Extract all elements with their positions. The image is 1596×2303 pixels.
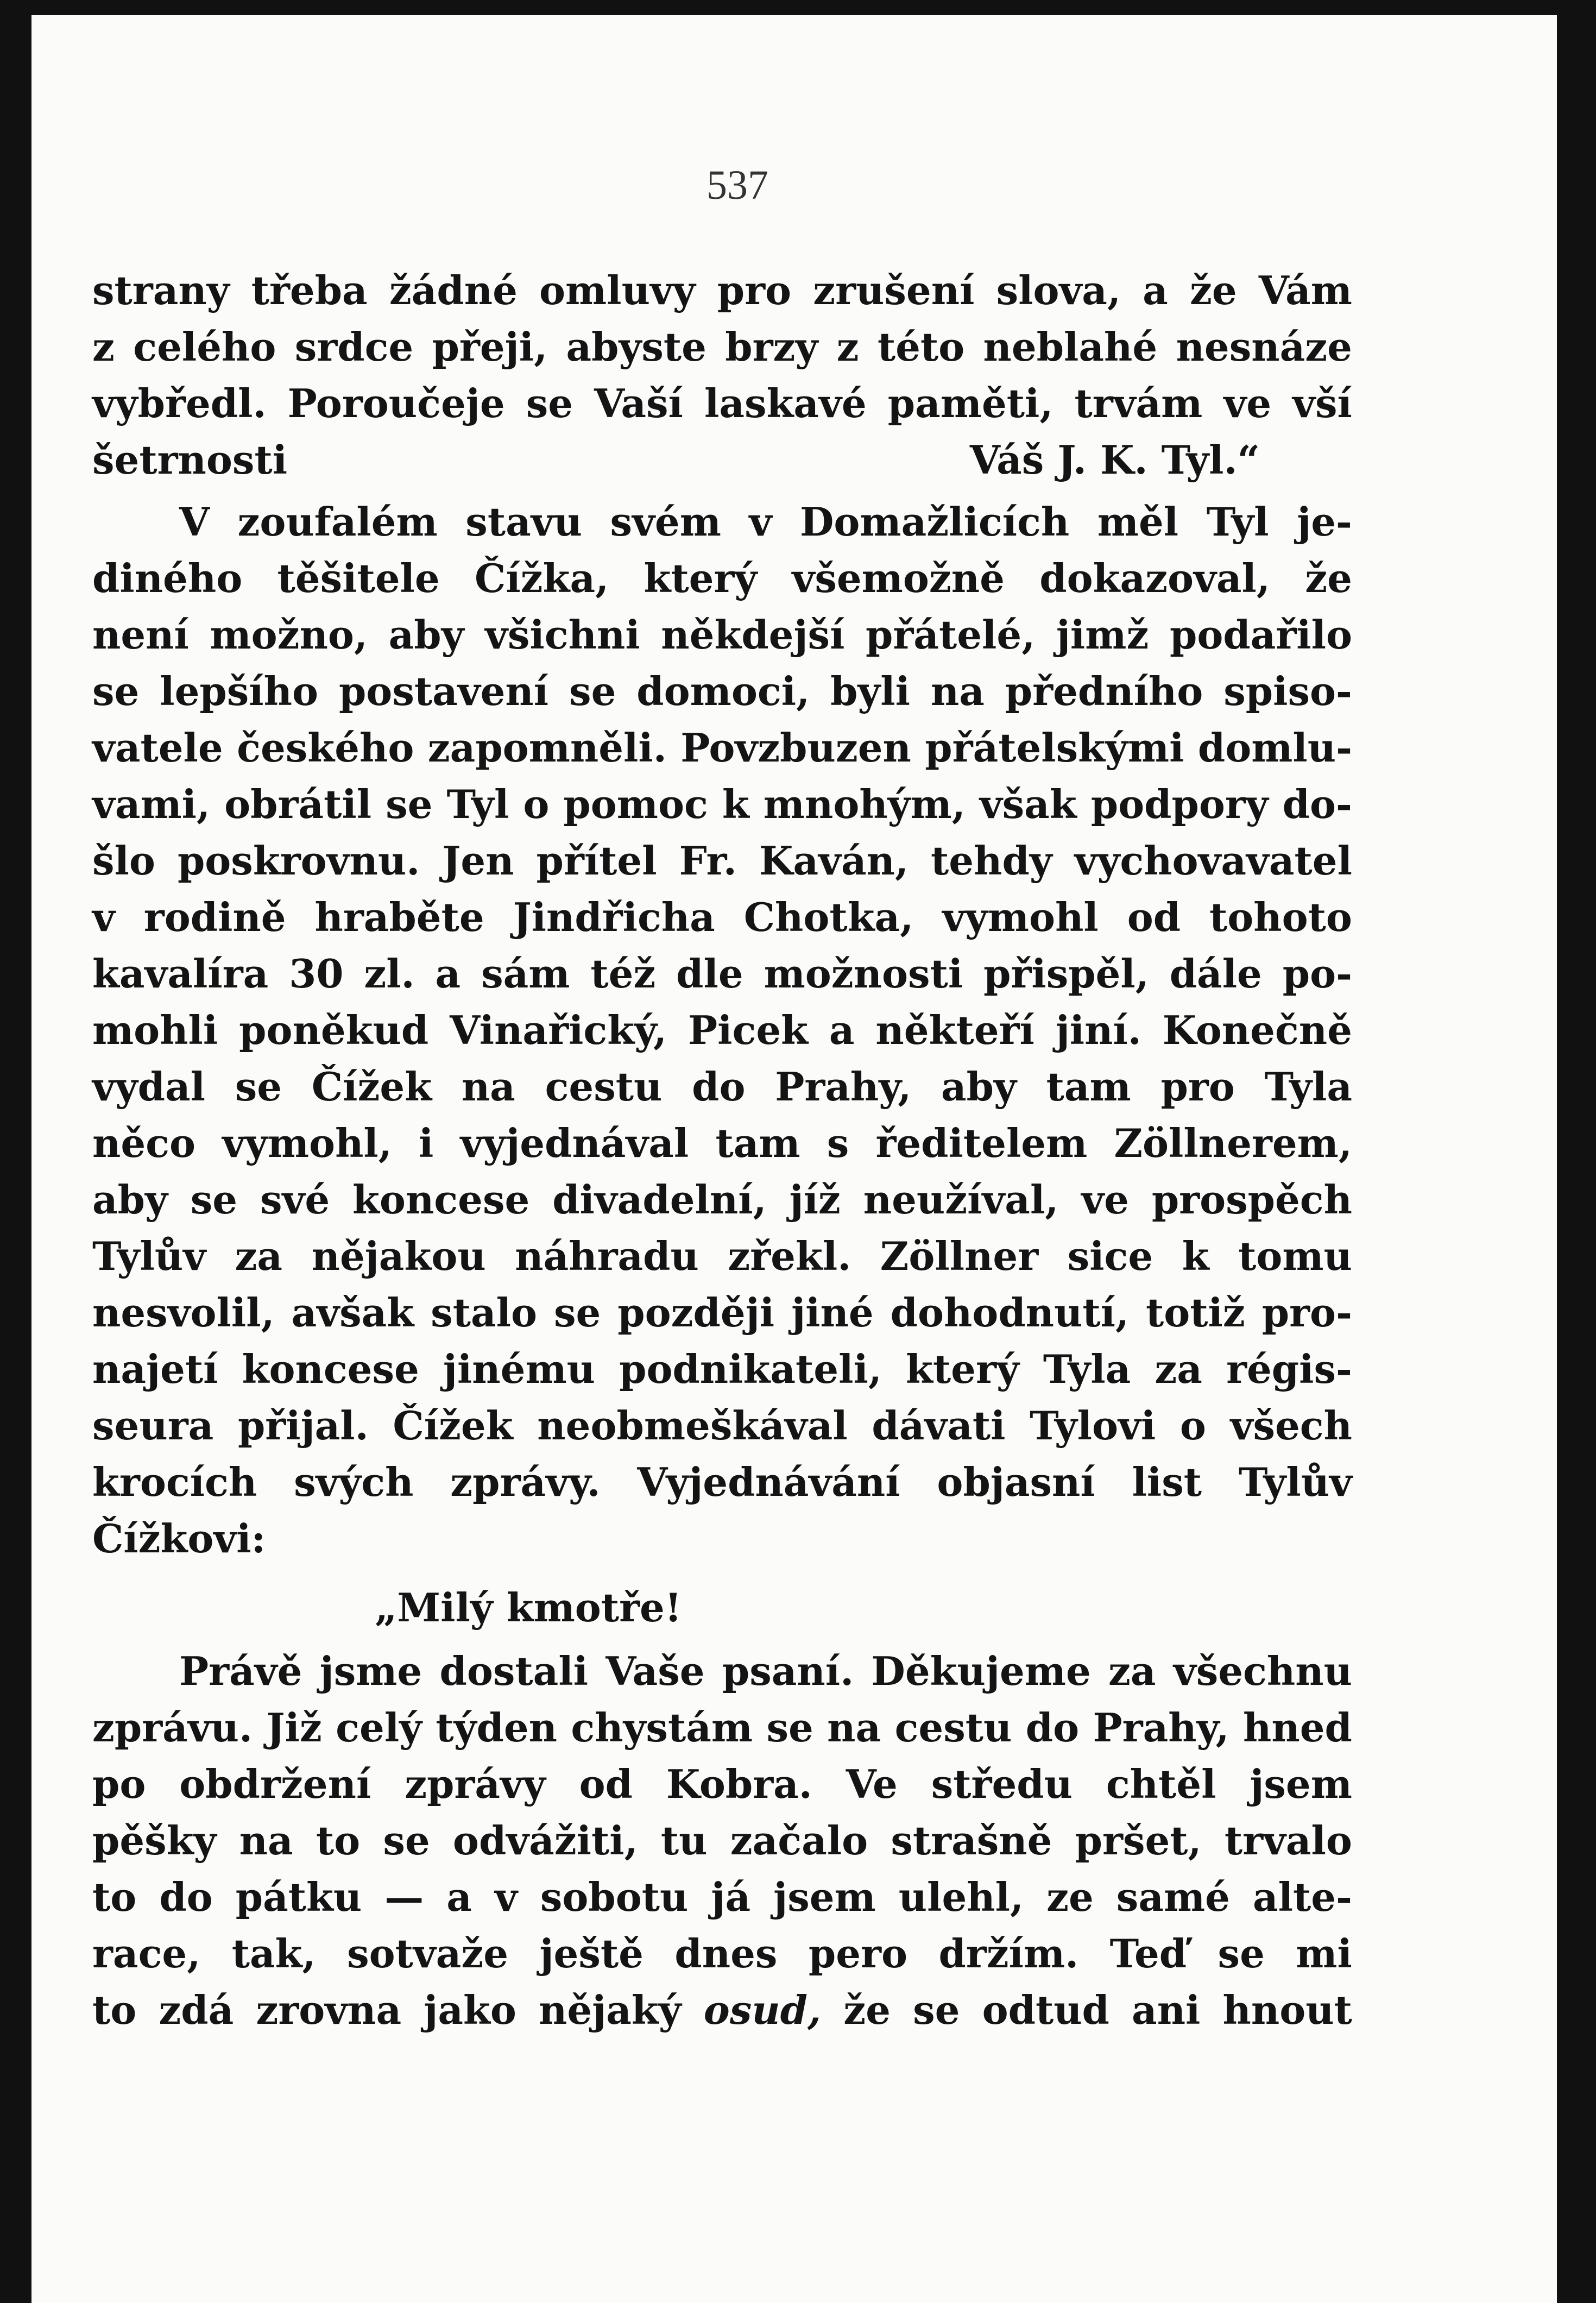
word: domlu- xyxy=(1197,725,1352,771)
word: koncese xyxy=(352,1176,530,1223)
text-line xyxy=(92,494,1352,550)
word: nesnáze xyxy=(1176,324,1352,370)
word: zoufalém xyxy=(237,499,438,545)
word: brzy xyxy=(725,324,818,370)
word: Prahy, xyxy=(1093,1704,1229,1751)
word: Vinařický, xyxy=(450,1007,667,1053)
word: podnikateli, xyxy=(619,1346,882,1392)
word: žádné xyxy=(389,267,518,313)
word: aby xyxy=(388,612,464,658)
text-line xyxy=(92,889,1352,946)
text-line xyxy=(92,1511,1352,1567)
word: chtěl xyxy=(1106,1761,1216,1807)
word: najetí xyxy=(92,1346,218,1392)
word: zrušení xyxy=(813,267,975,313)
word: někteří xyxy=(875,1007,1034,1053)
word: nějaký xyxy=(539,1987,682,2033)
word: tomu xyxy=(1238,1233,1352,1279)
word: přítel xyxy=(536,838,657,884)
word: někdejší xyxy=(661,612,845,658)
word: pěšky xyxy=(92,1817,217,1864)
word: o xyxy=(523,781,550,827)
word: pro- xyxy=(1261,1289,1352,1336)
word: za xyxy=(1155,1346,1202,1392)
word: pomoc xyxy=(563,781,708,827)
word: jsem xyxy=(1250,1761,1352,1807)
word: v xyxy=(749,499,772,545)
word: na xyxy=(930,668,985,714)
letter-salutation xyxy=(92,1572,1352,1643)
word: jsme xyxy=(319,1648,422,1694)
text-line xyxy=(92,1398,1352,1454)
word: přeji, xyxy=(432,324,548,370)
text-line xyxy=(92,1228,1352,1285)
word: — xyxy=(384,1874,424,1920)
word: s xyxy=(827,1120,849,1166)
word: Tyl xyxy=(446,781,509,827)
text-line xyxy=(92,1756,1352,1813)
word: odvážiti, xyxy=(452,1817,638,1864)
word: že xyxy=(1305,555,1352,601)
word: celého xyxy=(133,324,276,370)
word: zprávy. xyxy=(450,1459,601,1505)
word: objasní xyxy=(937,1459,1095,1505)
word: přispěl, xyxy=(983,951,1149,997)
word: všemožně xyxy=(792,555,1005,601)
word: se xyxy=(386,781,433,827)
word: sám xyxy=(481,951,570,997)
letter-signature: Váš J. K. Tyl.“ xyxy=(969,437,1260,483)
word: přátelé, xyxy=(866,612,1036,658)
word: předního xyxy=(1005,668,1203,714)
word: a xyxy=(1143,267,1168,313)
word: Tyla xyxy=(1264,1064,1352,1110)
word: mi xyxy=(1296,1930,1352,1977)
word: nějakou xyxy=(311,1233,486,1279)
word: tu xyxy=(660,1817,708,1864)
word: jíž xyxy=(789,1176,841,1223)
word: začalo xyxy=(730,1817,868,1864)
scan-border-left xyxy=(0,0,31,2303)
text-line xyxy=(92,1454,1352,1511)
word: je- xyxy=(1297,499,1352,545)
word: dle xyxy=(676,951,743,997)
word: omluvy xyxy=(539,267,696,313)
word: jimž xyxy=(1056,612,1149,658)
word: strany xyxy=(92,267,230,313)
word: alte- xyxy=(1253,1874,1352,1920)
word: za xyxy=(1108,1648,1156,1694)
text-line xyxy=(92,1982,1352,2038)
word: poněkud xyxy=(239,1007,429,1053)
word: zrovna xyxy=(256,1987,402,2033)
word: Konečně xyxy=(1162,1007,1352,1053)
word: není xyxy=(92,612,189,658)
word: Prahy, xyxy=(775,1064,912,1110)
word: Tylův xyxy=(92,1233,206,1279)
word: strašně xyxy=(891,1817,1052,1864)
word: stavu xyxy=(465,499,582,545)
word: Jindřicha xyxy=(513,894,715,940)
word: hraběte xyxy=(314,894,484,940)
word: své xyxy=(260,1176,330,1223)
word: trvám xyxy=(1074,380,1203,426)
word: vyjednával xyxy=(460,1120,689,1166)
word: vychovavatel xyxy=(1074,838,1352,884)
word: domoci, xyxy=(636,668,810,714)
word: obrátil xyxy=(224,781,372,827)
word: Zöllnerem, xyxy=(1114,1120,1352,1166)
word: V xyxy=(179,499,210,545)
word: ulehl, xyxy=(898,1874,1024,1920)
text-line xyxy=(92,1172,1352,1228)
text-line xyxy=(92,432,1352,488)
word: něco xyxy=(92,1120,196,1166)
word: měl xyxy=(1097,499,1179,545)
text-line xyxy=(92,1813,1352,1869)
word: na xyxy=(239,1817,293,1864)
text-line xyxy=(92,1059,1352,1115)
word: byli xyxy=(830,668,910,714)
word: neobmeškával xyxy=(537,1402,848,1449)
word: z xyxy=(92,324,115,370)
word: Vaší xyxy=(594,380,683,426)
word: prospěch xyxy=(1151,1176,1352,1223)
word: tam xyxy=(1046,1064,1131,1110)
word: jako xyxy=(424,1987,516,2033)
word: krocích xyxy=(92,1459,257,1505)
scan-border-right xyxy=(1557,0,1596,2303)
word: zl. xyxy=(364,951,415,997)
word: se xyxy=(190,1176,238,1223)
word: později xyxy=(617,1289,775,1336)
word: slova, xyxy=(996,267,1121,313)
word: držím. xyxy=(938,1930,1079,1977)
word: v xyxy=(92,894,115,940)
word: vydal xyxy=(92,1064,206,1110)
word: neužíval, xyxy=(863,1176,1059,1223)
word: koncese xyxy=(242,1346,419,1392)
word: se xyxy=(1217,1930,1265,1977)
word: to xyxy=(92,1874,137,1920)
text-line xyxy=(92,1115,1352,1172)
word: race, xyxy=(92,1930,201,1977)
word: samé xyxy=(1116,1874,1230,1920)
word: který xyxy=(905,1346,1019,1392)
word: o xyxy=(1179,1402,1206,1449)
word: Jen xyxy=(442,838,514,884)
word: ve xyxy=(1081,1176,1129,1223)
word: přátelskými xyxy=(925,725,1184,771)
word: jiní. xyxy=(1055,1007,1141,1053)
text-line xyxy=(92,375,1352,432)
word: to xyxy=(316,1817,361,1864)
word: Již xyxy=(266,1704,322,1751)
word: kavalíra xyxy=(92,951,269,997)
word: šlo xyxy=(92,838,155,884)
word: divadelní, xyxy=(552,1176,767,1223)
word: se xyxy=(235,1064,282,1110)
word: Kaván, xyxy=(759,838,909,884)
word: Děkujeme xyxy=(871,1648,1091,1694)
word: všechnu xyxy=(1173,1648,1352,1694)
word: a xyxy=(446,1874,472,1920)
word: obdržení xyxy=(179,1761,371,1807)
word: k xyxy=(1182,1233,1209,1279)
word: z xyxy=(836,324,859,370)
word: Vám xyxy=(1258,267,1352,313)
word: vatele xyxy=(92,725,223,771)
word: mohli xyxy=(92,1007,218,1053)
word: pro xyxy=(1160,1064,1235,1110)
word: jsem xyxy=(773,1874,876,1920)
text-line xyxy=(92,550,1352,607)
word: od xyxy=(1127,894,1181,940)
word: spiso- xyxy=(1223,668,1352,714)
word: přijal. xyxy=(237,1402,369,1449)
word: rodině xyxy=(143,894,286,940)
word: Tyl xyxy=(1206,499,1269,545)
text-line xyxy=(92,262,1352,319)
word: ve xyxy=(1223,380,1272,426)
word: Poroučeje xyxy=(287,380,505,426)
word: této xyxy=(877,324,965,370)
word: trvalo xyxy=(1224,1817,1352,1864)
word: do xyxy=(1025,1704,1080,1751)
word: cestu xyxy=(894,1704,1012,1751)
word: že xyxy=(1189,267,1237,313)
word: postavení xyxy=(338,668,549,714)
word: se xyxy=(913,1987,960,2033)
word: régis- xyxy=(1226,1346,1352,1392)
word: odtud xyxy=(982,1987,1109,2033)
text-line xyxy=(92,607,1352,663)
word: Domažlicích xyxy=(799,499,1070,545)
word: Teď xyxy=(1109,1930,1187,1977)
word: šetrnosti xyxy=(92,437,288,483)
word: do- xyxy=(1282,781,1352,827)
word: vybředl. xyxy=(92,380,267,426)
paragraph-gap xyxy=(92,1567,1352,1572)
word: týden xyxy=(436,1704,557,1751)
word: list xyxy=(1132,1459,1202,1505)
text-line xyxy=(92,1926,1352,1982)
word: celý xyxy=(336,1704,422,1751)
text-line xyxy=(92,1002,1352,1059)
word: aby xyxy=(941,1064,1017,1110)
word: se xyxy=(766,1704,813,1751)
word: vami, xyxy=(92,781,211,827)
word: mnohým, xyxy=(763,781,966,827)
word: třeba xyxy=(251,267,368,313)
word: psaní. xyxy=(722,1648,854,1694)
word: avšak xyxy=(291,1289,414,1336)
word: pro xyxy=(717,267,792,313)
word: totiž xyxy=(1146,1289,1245,1336)
word: tohoto xyxy=(1209,894,1352,940)
word: že xyxy=(843,1987,891,2033)
word: poskrovnu. xyxy=(177,838,420,884)
word: dohodnutí, xyxy=(890,1289,1130,1336)
word: pátku xyxy=(235,1874,362,1920)
word: Tyla xyxy=(1043,1346,1131,1392)
word: se xyxy=(526,380,573,426)
word: možno, xyxy=(210,612,368,658)
word: k xyxy=(722,781,749,827)
text-line xyxy=(92,1643,1352,1700)
word: aby xyxy=(92,1176,168,1223)
word: Tylovi xyxy=(1030,1402,1156,1449)
word: vymohl xyxy=(942,894,1099,940)
word: seura xyxy=(92,1402,214,1449)
word: v xyxy=(494,1874,518,1920)
word: těšitele xyxy=(277,555,440,601)
word: náhradu xyxy=(515,1233,699,1279)
word: svém xyxy=(610,499,721,545)
word: se xyxy=(383,1817,430,1864)
word: dnes xyxy=(674,1930,778,1977)
word: Čížek xyxy=(311,1064,432,1110)
word: na xyxy=(461,1064,515,1110)
text-line xyxy=(92,663,1352,720)
word: Zöllner xyxy=(880,1233,1039,1279)
word: dostali xyxy=(439,1648,589,1694)
text-line xyxy=(92,946,1352,1002)
word: 30 xyxy=(289,951,344,997)
scan-border-top xyxy=(0,0,1596,15)
word: po- xyxy=(1282,951,1352,997)
word: též xyxy=(590,951,656,997)
word: středu xyxy=(931,1761,1073,1807)
word: ani xyxy=(1132,1987,1201,2033)
word: hnout xyxy=(1222,1987,1352,2033)
word: ještě xyxy=(539,1930,644,1977)
book-page xyxy=(31,15,1557,2303)
word: Vyjednávání xyxy=(637,1459,900,1505)
word: tehdy xyxy=(931,838,1052,884)
word: Čížek xyxy=(393,1402,513,1449)
word: Chotka, xyxy=(743,894,914,940)
word: se xyxy=(92,668,140,714)
word: za xyxy=(235,1233,283,1279)
word: do xyxy=(159,1874,213,1920)
word: ředitelem xyxy=(875,1120,1088,1166)
word: cestu xyxy=(545,1064,663,1110)
word: který xyxy=(644,555,758,601)
salutation-text: „Milý kmotře! xyxy=(375,1584,682,1631)
word: zprávy xyxy=(405,1761,546,1807)
word: jinému xyxy=(443,1346,595,1392)
word: neblahé xyxy=(983,324,1158,370)
word: svých xyxy=(294,1459,414,1505)
word: a xyxy=(435,951,461,997)
word: jiné xyxy=(791,1289,874,1336)
word: ze xyxy=(1046,1874,1094,1920)
word: pero xyxy=(808,1930,907,1977)
word: vymohl, xyxy=(222,1120,392,1166)
word: všichni xyxy=(485,612,640,658)
word: Čížka, xyxy=(475,555,609,601)
word: tam xyxy=(715,1120,800,1166)
word: však xyxy=(979,781,1077,827)
word: laskavé xyxy=(704,380,867,426)
word: podařilo xyxy=(1169,612,1352,658)
text-line xyxy=(92,776,1352,833)
word: Povzbuzen xyxy=(680,725,911,771)
word: stalo xyxy=(431,1289,537,1336)
word: srdce xyxy=(294,324,414,370)
word: i xyxy=(419,1120,434,1166)
word: Fr. xyxy=(679,838,737,884)
word: diného xyxy=(92,555,243,601)
word: sice xyxy=(1067,1233,1153,1279)
page-number: 537 xyxy=(706,162,768,208)
word: zdá xyxy=(159,1987,234,2033)
word: zapomněli. xyxy=(427,725,667,771)
text-line xyxy=(92,1869,1352,1926)
word: po xyxy=(92,1761,146,1807)
word: Právě xyxy=(179,1648,302,1694)
word: českého xyxy=(237,725,414,771)
word: dokazoval, xyxy=(1039,555,1270,601)
word: paměti, xyxy=(887,380,1054,426)
word: dávati xyxy=(872,1402,1006,1449)
word: do xyxy=(692,1064,746,1110)
word: já xyxy=(711,1874,751,1920)
word: zřekl. xyxy=(728,1233,851,1279)
word: to xyxy=(92,1987,137,2033)
text-line xyxy=(92,1700,1352,1756)
word: lepšího xyxy=(160,668,319,714)
text-line xyxy=(92,833,1352,889)
word: sotvaže xyxy=(347,1930,509,1977)
word: dále xyxy=(1169,951,1262,997)
word: pršet, xyxy=(1075,1817,1202,1864)
word: Ve xyxy=(846,1761,898,1807)
word: osud, xyxy=(703,1987,822,2033)
word: sobotu xyxy=(540,1874,689,1920)
word: se xyxy=(569,668,616,714)
text-line xyxy=(92,319,1352,375)
word: Čížkovi: xyxy=(92,1515,266,1562)
word: od xyxy=(579,1761,633,1807)
word: na xyxy=(827,1704,881,1751)
word: tak, xyxy=(231,1930,316,1977)
text-line xyxy=(92,720,1352,776)
word: všech xyxy=(1230,1402,1352,1449)
word: se xyxy=(553,1289,601,1336)
word: chystám xyxy=(571,1704,753,1751)
word: Picek xyxy=(687,1007,809,1053)
page-body-text xyxy=(92,262,1352,2038)
word: Kobra. xyxy=(666,1761,812,1807)
word: vší xyxy=(1292,380,1352,426)
word: možnosti xyxy=(764,951,963,997)
word: zprávu. xyxy=(92,1704,253,1751)
text-line xyxy=(92,1341,1352,1398)
word: Vaše xyxy=(605,1648,705,1694)
text-line xyxy=(92,1285,1352,1341)
word: nesvolil, xyxy=(92,1289,275,1336)
word: abyste xyxy=(566,324,706,370)
word: hned xyxy=(1243,1704,1352,1751)
word: podpory xyxy=(1090,781,1269,827)
paragraph-gap xyxy=(92,488,1352,494)
word: Tylův xyxy=(1238,1459,1352,1505)
word: a xyxy=(829,1007,855,1053)
